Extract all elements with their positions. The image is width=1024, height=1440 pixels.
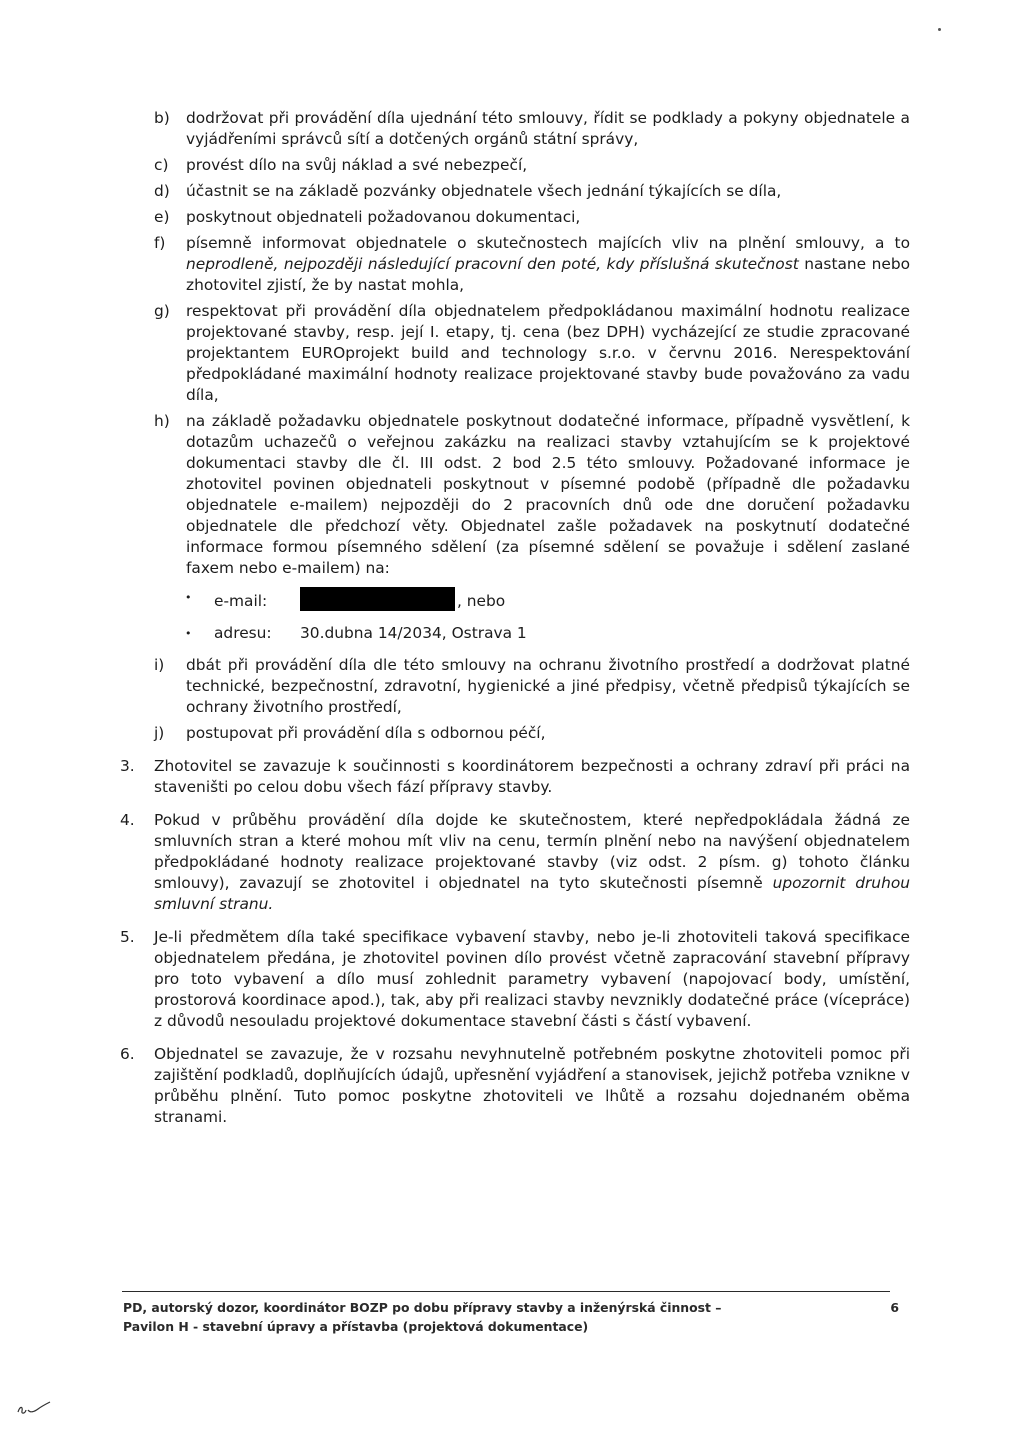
- page-footer: [123, 1298, 903, 1336]
- item-text: Je-li předmětem díla také specifikace vybavení stavby, nebo je-li zhotoviteli taková specifikace objednatelem předána, je zhotovitel povinen dílo provést včetně zapracování stavební přípravy pro toto vybavení a dílo musí zohlednit parametry vybavení (napojovací body, umístění, prostorová koordinace apod.), tak, aby při realizaci stavby nevznikly dodatečné práce (vícepráce) z důvodů nesouladu projektové dokumentace stavební části s částí vybavení.: [154, 928, 910, 1030]
- clause-h: [120, 411, 910, 579]
- item-text: Objednatel se zavazuje, že v rozsahu nevyhnutelně potřebném poskytne zhotoviteli pomoc při zajištění podkladů, doplňujících údajů, upřesnění vyjádření a stanovisek, jejichž potřeba vznikne v průběhu plnění. Tuto pomoc poskytne zhotoviteli ve lhůtě a rozsahu dojednaném oběma stranami.: [154, 1045, 910, 1126]
- clause-i: [120, 655, 910, 718]
- footer-divider: [122, 1291, 890, 1292]
- clause-e: [120, 207, 910, 228]
- email-suffix: , nebo: [457, 592, 506, 610]
- clause-text: postupovat při provádění díla s odbornou péčí,: [186, 724, 546, 742]
- clause-text: dodržovat při provádění díla ujednání této smlouvy, řídit se podklady a pokyny objednatele a vyjádřeními správců sítí a dotčených orgánů státní správy,: [186, 109, 910, 148]
- item-number: 4.: [120, 811, 135, 829]
- clause-text: písemně informovat objednatele o skutečnostech majících vliv na plnění smlouvy, a to: [186, 234, 910, 252]
- clause-c: [120, 155, 910, 176]
- clause-text-end: nastane nebo zhotovitel zjistí, že by nastat mohla,: [186, 255, 911, 294]
- clause-f: [120, 233, 910, 296]
- clause-marker: f): [154, 234, 166, 252]
- footer-line-2: Pavilon H - stavební úpravy a přístavba (projektová dokumentace): [123, 1319, 589, 1334]
- clause-marker: j): [154, 724, 165, 742]
- clause-marker: b): [154, 109, 170, 127]
- clause-text-italic: neprodleně, nejpozději následující pracovní den poté, kdy příslušná skutečnost: [186, 255, 799, 273]
- clause-marker: h): [154, 412, 170, 430]
- email-label: e-mail:: [214, 592, 268, 610]
- article-item-6: [120, 1044, 910, 1128]
- item-text: Pokud v průběhu provádění díla dojde ke skutečnostem, které nepředpokládala žádná ze smluvních stran a které mohou mít vliv na cenu, termín plnění nebo na navýšení objednatelem předpokládané hodnoty realizace projektované stavby (viz odst. 2 písm. g) tohoto článku smlouvy), zavazují se zhotovitel i objednatel na tyto skutečnosti písemně: [154, 811, 910, 892]
- initials-signature: [16, 1398, 56, 1418]
- clause-b: [120, 108, 910, 150]
- address-value: 30.dubna 14/2034, Ostrava 1: [300, 624, 527, 642]
- redacted-email-block: [300, 587, 455, 611]
- contact-email-row: [120, 587, 910, 612]
- footer-line-1: PD, autorský dozor, koordinátor BOZP po dobu přípravy stavby a inženýrská činnost –: [123, 1300, 722, 1315]
- clause-text: respektovat při provádění díla objednatelem předpokládanou maximální hodnotu realizace projektované stavby, resp. její I. etapy, tj. cena (bez DPH) vycházející ze studie zpracované projektantem EUROprojekt build and technology s.r.o. v červnu 2016. Nerespektování předpokládané maximální hodnoty realizace projektované stavby bude považováno za vadu díla,: [186, 302, 910, 404]
- article-item-3: [120, 756, 910, 798]
- clause-marker: g): [154, 302, 170, 320]
- article-item-5: [120, 927, 910, 1032]
- clause-j: [120, 723, 910, 744]
- clause-text: poskytnout objednateli požadovanou dokumentaci,: [186, 208, 581, 226]
- clause-text: na základě požadavku objednatele poskytnout dodatečné informace, případně vysvětlení, k dotazům uchazečů o veřejnou zakázku na realizaci stavby vztahujícím se k projektové dokumentaci stavby dle čl. III odst. 2 bod 2.5 této smlouvy. Požadované informace je zhotovitel povinen objednateli poskytnout v písemné podobě (případně dle požadavku objednatele e-mailem) nejpozději do 2 pracovních dnů ode dne doručení požadavku objednatele dle předchozí věty. Objednatel zašle požadavek na poskytnutí dodatečné informace formou písemného sdělení (za písemné sdělení se považuje i sdělení zaslané faxem nebo e-mailem) na:: [186, 412, 910, 577]
- clause-marker: c): [154, 156, 169, 174]
- clause-d: [120, 181, 910, 202]
- item-text: Zhotovitel se zavazuje k součinnosti s koordinátorem bezpečnosti a ochrany zdraví při práci na staveništi po celou dobu všech fází přípravy stavby.: [154, 757, 910, 796]
- clause-text: provést dílo na svůj náklad a své nebezpečí,: [186, 156, 528, 174]
- address-label: adresu:: [214, 624, 272, 642]
- clause-marker: d): [154, 182, 170, 200]
- contact-address-row: [120, 623, 910, 644]
- item-number: 5.: [120, 928, 135, 946]
- item-number: 6.: [120, 1045, 135, 1063]
- bullet-icon: •: [185, 627, 192, 640]
- scan-speck: [938, 28, 941, 31]
- clause-text: účastnit se na základě pozvánky objednatele všech jednání týkajících se díla,: [186, 182, 782, 200]
- clause-g: [120, 301, 910, 406]
- item-text-italic: upozornit druhou smluvní stranu.: [154, 874, 910, 913]
- article-item-4: [120, 810, 910, 915]
- item-number: 3.: [120, 757, 135, 775]
- document-body: [120, 108, 910, 1132]
- clause-text: dbát při provádění díla dle této smlouvy na ochranu životního prostředí a dodržovat platné technické, bezpečnostní, zdravotní, hygienické a jiné předpisy, včetně předpisů týkajících se ochrany životního prostředí,: [186, 656, 910, 716]
- clause-marker: i): [154, 656, 165, 674]
- bullet-icon: •: [185, 591, 192, 604]
- page-number: 6: [890, 1300, 899, 1315]
- clause-marker: e): [154, 208, 170, 226]
